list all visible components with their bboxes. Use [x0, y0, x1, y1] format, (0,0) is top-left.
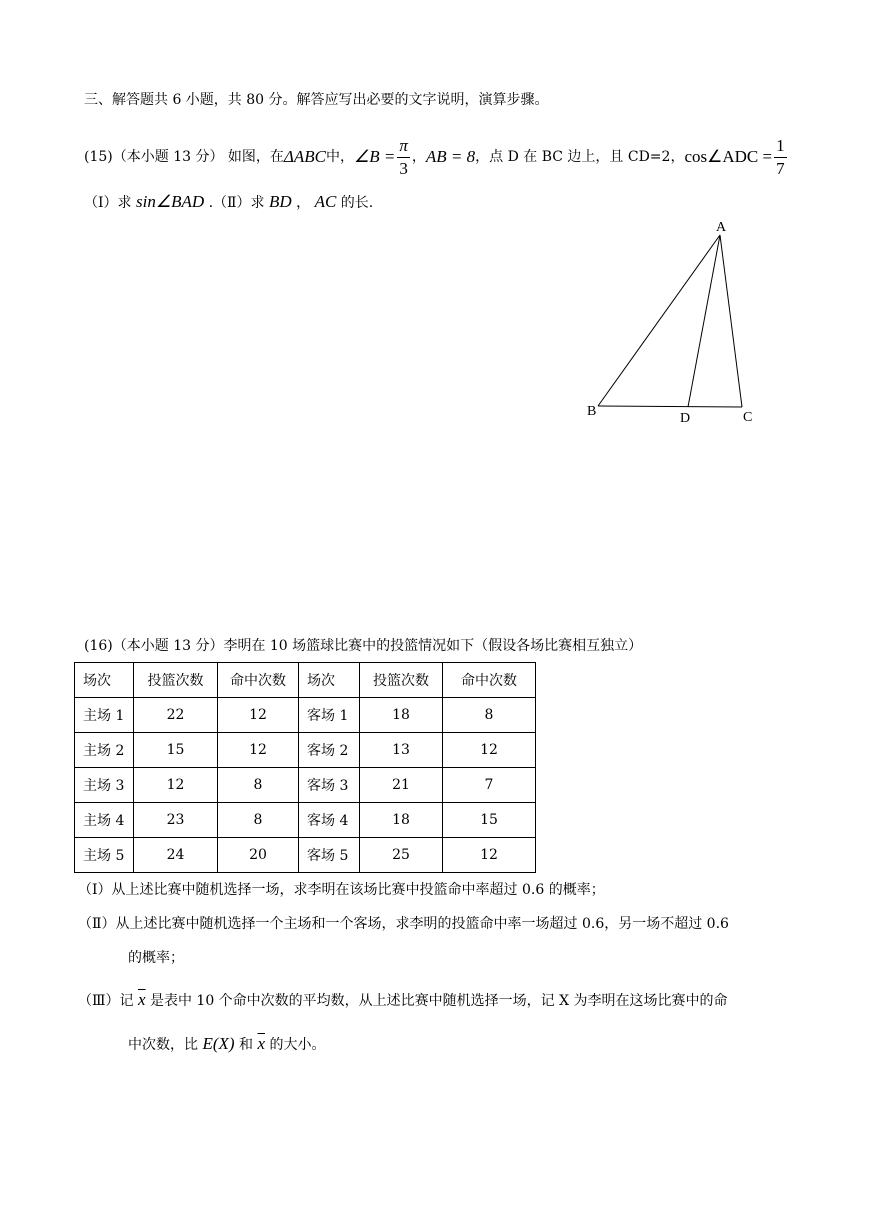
- table-cell: 客场 2: [299, 733, 360, 768]
- q15-part2-sep: ，: [296, 195, 311, 211]
- q16-part2-line2: 的概率；: [128, 950, 184, 966]
- q16-part3-xbar2: $\overline{x}$: [257, 1034, 265, 1053]
- label-b: B: [587, 404, 597, 419]
- table-header-cell: 投篮次数: [360, 663, 443, 698]
- q15-intro: (15)（本小题 13 分） 如图，在: [84, 149, 284, 165]
- q15-cos-den: 7: [776, 158, 785, 178]
- table-cell: 24: [134, 838, 218, 873]
- q16-intro: (16)（本小题 13 分）李明在 10 场篮球比赛中的投篮情况如下（假设各场比赛相互独立）: [84, 638, 643, 654]
- q15-part1-prefix: （Ⅰ）求: [84, 195, 132, 211]
- label-d: D: [680, 411, 691, 426]
- label-a: A: [716, 220, 727, 235]
- q15-cos-num: 1: [774, 135, 787, 158]
- q15-mid: 中，: [326, 149, 354, 165]
- table-cell: 8: [218, 768, 299, 803]
- q15-part2-bd: BD: [268, 192, 292, 211]
- table-row: [75, 733, 536, 768]
- table-cell: 18: [360, 803, 443, 838]
- q15-angle-b-fraction: [397, 135, 410, 180]
- table-cell: 客场 1: [299, 698, 360, 733]
- table-header-cell: 场次: [299, 663, 360, 698]
- q16-part3-xbar: $\overline{x}$: [137, 990, 146, 1009]
- table-row: [75, 768, 536, 803]
- q15-ab: AB = 8: [425, 147, 476, 166]
- table-header-cell: 投篮次数: [134, 663, 218, 698]
- table-row: [75, 698, 536, 733]
- segment-ad: [688, 235, 720, 407]
- q15-comma: ，: [411, 149, 426, 165]
- table-row: [75, 803, 536, 838]
- table-cell: 23: [134, 803, 218, 838]
- triangle-figure: [580, 215, 770, 430]
- q15-point-text: ，点 D 在 BC 边上，且 CD=2，: [475, 149, 685, 165]
- q16-part3-line1: [78, 990, 728, 1011]
- table-header-cell: 命中次数: [218, 663, 299, 698]
- q15-cos: cos∠ADC =: [684, 147, 773, 166]
- side-ac: [720, 235, 742, 407]
- table-cell: 客场 4: [299, 803, 360, 838]
- q15-part2-suffix: 的长.: [340, 195, 374, 211]
- table-header-cell: 命中次数: [443, 663, 536, 698]
- q16-part3-ex: E(X): [202, 1034, 235, 1053]
- q16-part3-suffix: 的大小。: [269, 1037, 326, 1053]
- table-cell: 25: [360, 838, 443, 873]
- table-cell: 7: [443, 768, 536, 803]
- table-cell: 12: [443, 838, 536, 873]
- table-cell: 18: [360, 698, 443, 733]
- shooting-stats-table: [74, 662, 536, 873]
- table-cell: 12: [134, 768, 218, 803]
- table-cell: 主场 5: [75, 838, 134, 873]
- q15-triangle: ΔABC: [283, 147, 326, 166]
- q16-part3-and: 和: [239, 1037, 253, 1053]
- section-heading: 三、解答题共 6 小题，共 80 分。解答应写出必要的文字说明，演算步骤。: [84, 92, 549, 108]
- q15-angle-b: ∠B =: [354, 147, 396, 166]
- q16-part1: （Ⅰ）从上述比赛中随机选择一场，求李明在该场比赛中投篮命中率超过 0.6 的概率；: [78, 882, 605, 898]
- q15-part1-expr: sin∠BAD: [135, 192, 205, 211]
- label-c: C: [743, 410, 753, 425]
- table-cell: 22: [134, 698, 218, 733]
- side-ab: [598, 235, 720, 406]
- table-cell: 8: [443, 698, 536, 733]
- q15-angle-b-num: π: [397, 135, 410, 158]
- q15-part2-prefix: .（Ⅱ）求: [208, 195, 265, 211]
- table-header-cell: 场次: [75, 663, 134, 698]
- table-cell: 12: [218, 698, 299, 733]
- table-row: [75, 838, 536, 873]
- table-cell: 客场 5: [299, 838, 360, 873]
- table-cell: 21: [360, 768, 443, 803]
- table-cell: 主场 1: [75, 698, 134, 733]
- table-cell: 15: [443, 803, 536, 838]
- q15-statement: [84, 134, 789, 180]
- q15-cos-fraction: [774, 135, 787, 180]
- q16-part3-mid: 是表中 10 个命中次数的平均数，从上述比赛中随机选择一场，记 X 为李明在这场比赛中的命: [149, 993, 728, 1009]
- q16-part2-line1: （Ⅱ）从上述比赛中随机选择一个主场和一个客场，求李明的投篮命中率一场超过 0.6，另一场不超过 0.6: [78, 916, 729, 932]
- q16-part3-prefix: （Ⅲ）记: [78, 993, 134, 1009]
- q15-angle-b-den: 3: [399, 158, 408, 178]
- table-cell: 8: [218, 803, 299, 838]
- table-cell: 主场 4: [75, 803, 134, 838]
- table-cell: 客场 3: [299, 768, 360, 803]
- q16-part3-line2: [128, 1034, 325, 1055]
- q16-part3-line2-prefix: 中次数，比: [128, 1037, 198, 1053]
- table-cell: 13: [360, 733, 443, 768]
- table-cell: 主场 2: [75, 733, 134, 768]
- table-cell: 20: [218, 838, 299, 873]
- side-bc: [598, 406, 742, 407]
- table-header-row: [75, 663, 536, 698]
- q15-parts: [84, 192, 373, 213]
- table-cell: 12: [443, 733, 536, 768]
- table-cell: 15: [134, 733, 218, 768]
- table-cell: 12: [218, 733, 299, 768]
- table-cell: 主场 3: [75, 768, 134, 803]
- q15-part2-ac: AC: [314, 192, 337, 211]
